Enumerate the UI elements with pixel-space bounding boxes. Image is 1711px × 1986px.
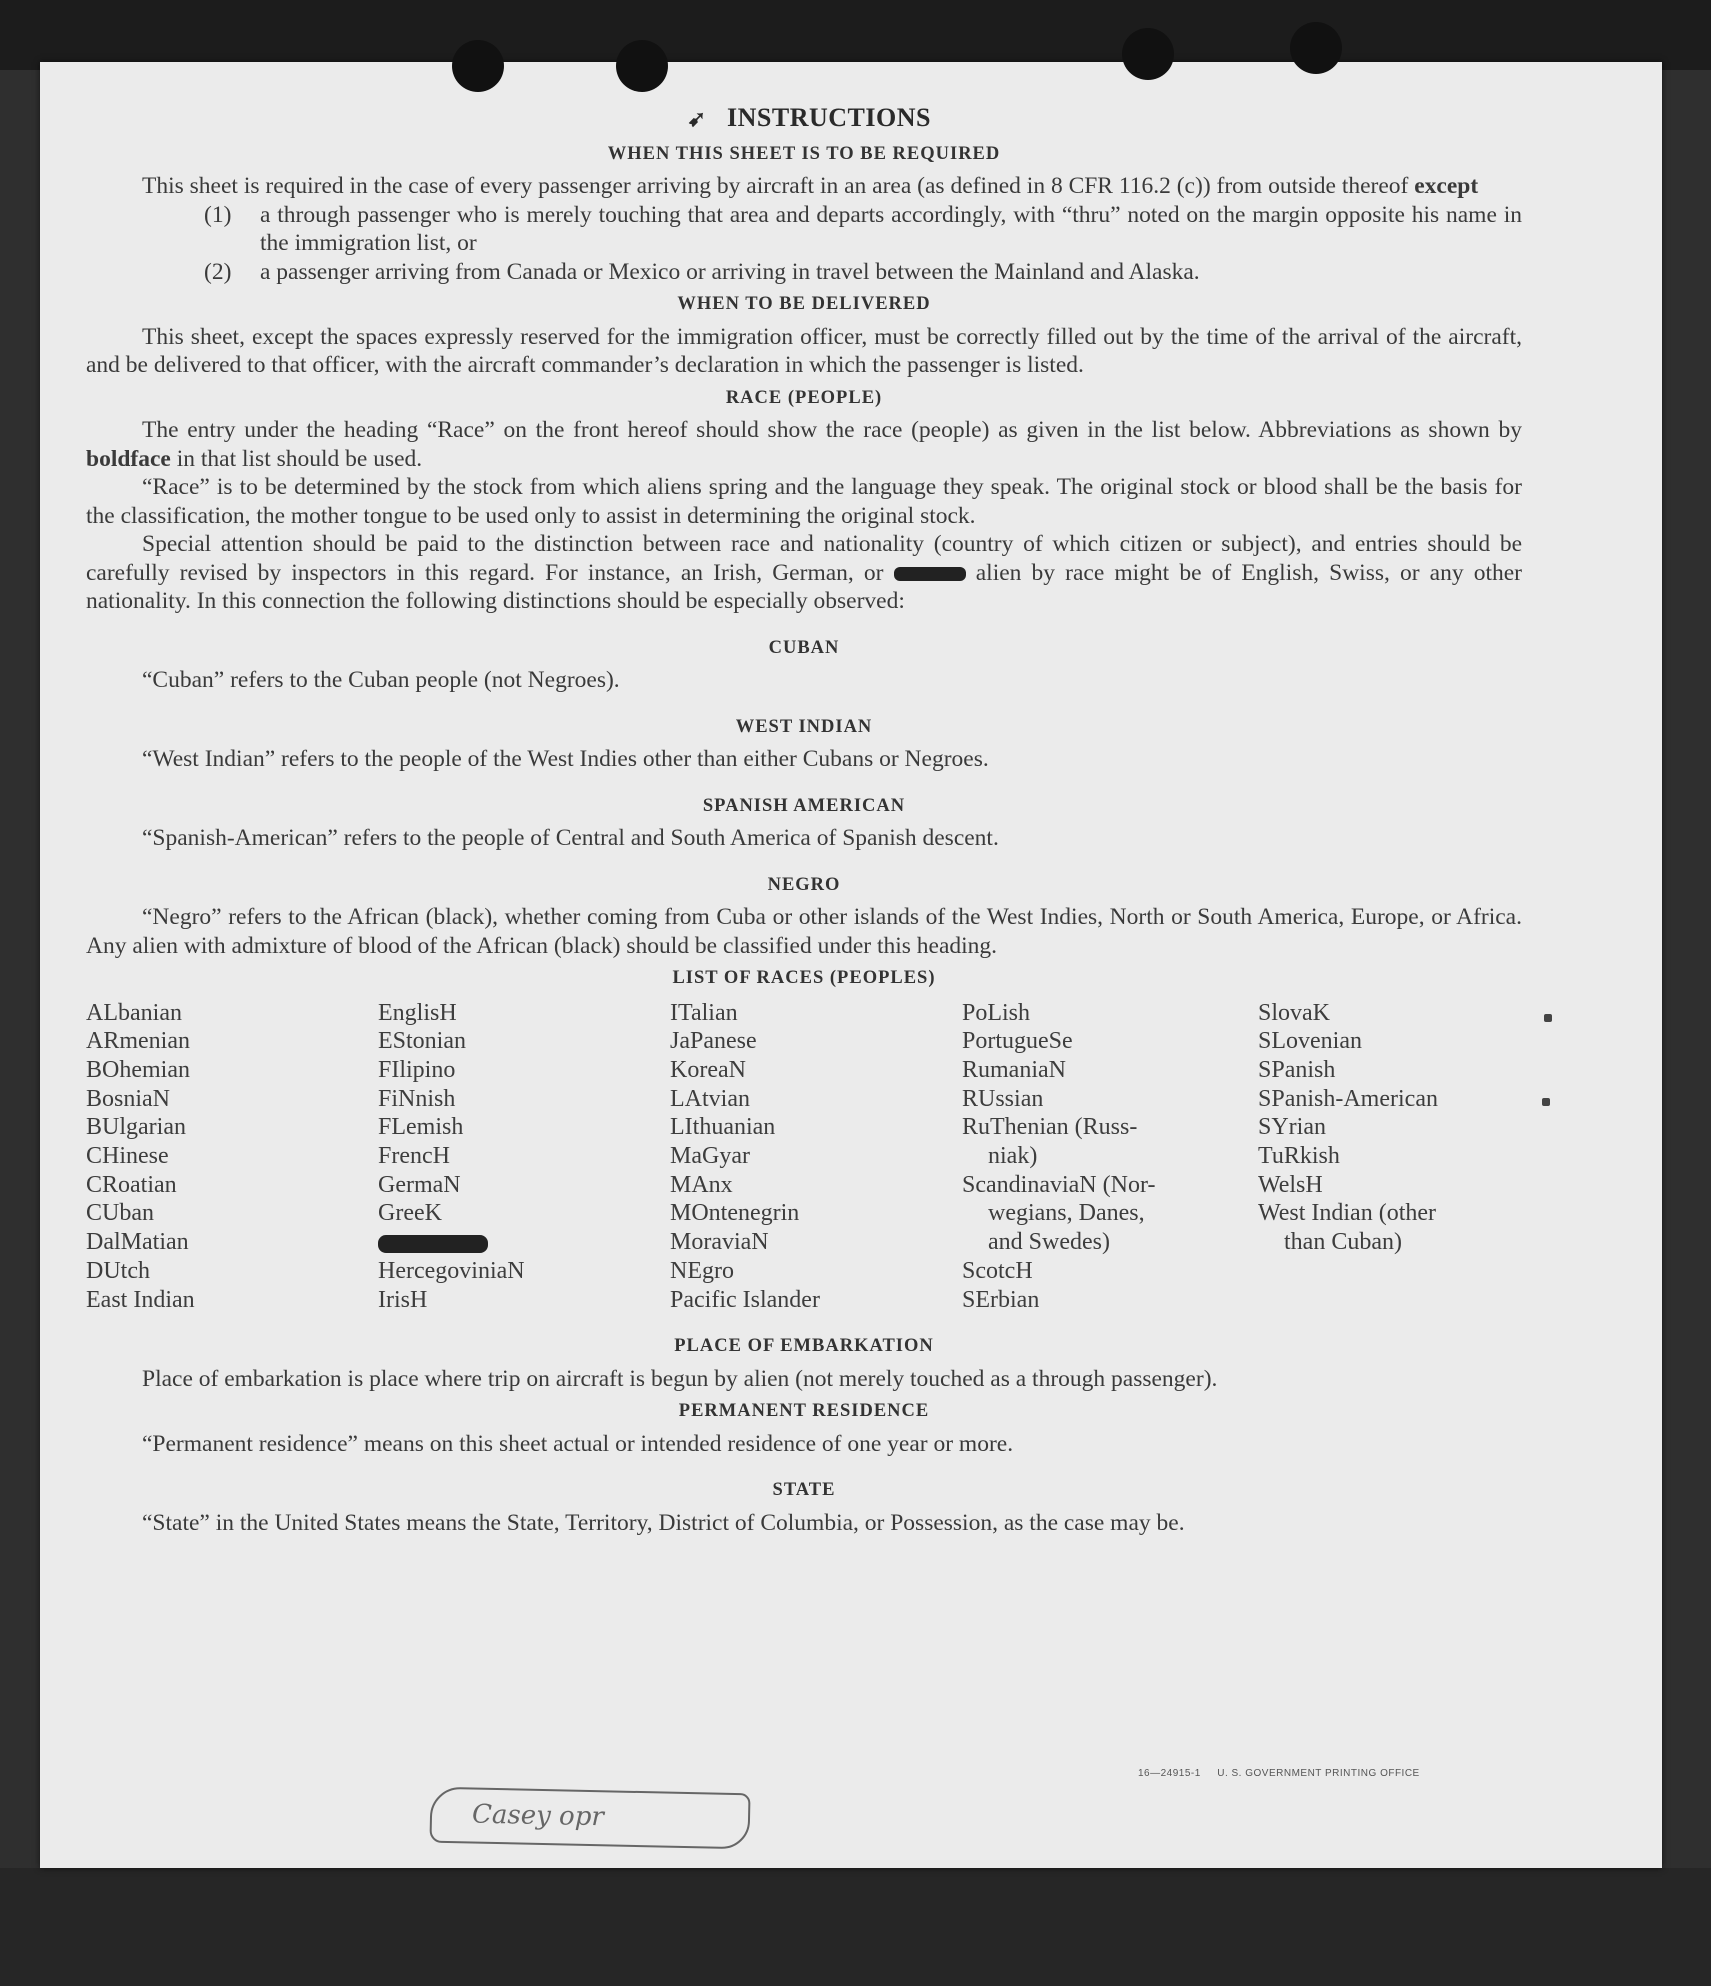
- race-entry: IrisH: [378, 1286, 428, 1313]
- redaction-mark: [894, 567, 966, 581]
- form-code: 16—24915-1: [1138, 1768, 1201, 1779]
- race-entry: HercegoviniaN: [378, 1257, 525, 1284]
- punch-hole: [1290, 22, 1342, 74]
- race-entry: DUtch: [86, 1257, 150, 1284]
- races-column-4: [962, 999, 1258, 1315]
- race-p1-text-end: in that list should be used.: [176, 445, 423, 472]
- race-entry: MOntenegrin: [670, 1200, 800, 1227]
- scan-bottom-border: [0, 1868, 1711, 1986]
- section-heading-race: RACE (PEOPLE): [725, 387, 883, 408]
- list-item-number: (2): [204, 258, 232, 285]
- race-entry: CUban: [86, 1200, 154, 1227]
- race-entry: EnglisH: [378, 999, 457, 1026]
- race-entry: RuThenian (Russ-: [962, 1114, 1138, 1141]
- race-p1-bold: boldface: [86, 445, 171, 472]
- section-heading-negro: NEGRO: [767, 874, 841, 895]
- race-entry: WelsH: [1258, 1171, 1323, 1198]
- race-entry: ScandinaviaN (Nor-: [962, 1171, 1156, 1198]
- race-entry: FLemish: [378, 1114, 464, 1141]
- race-p3-text-end: alien by race might be of English, Swiss, or any other nationality. In this connection the following distinctions should be especially observed:: [86, 559, 1523, 614]
- race-entry: JaPanese: [670, 1028, 757, 1055]
- race-entry: RumaniaN: [962, 1056, 1066, 1083]
- list-item: [86, 258, 1522, 287]
- race-entry: SYrian: [1258, 1114, 1326, 1141]
- race-entry: PoLish: [962, 999, 1031, 1026]
- section-heading-when-required: WHEN THIS SHEET IS TO BE REQUIRED: [607, 143, 1001, 164]
- list-item-text: a through passenger who is merely touching that area and departs accordingly, with “thru” noted on the margin opposite his name in the immigration list, or: [260, 201, 1522, 256]
- race-entry: SErbian: [962, 1286, 1040, 1313]
- race-entry: GreeK: [378, 1200, 442, 1227]
- race-entry: SLovenian: [1258, 1028, 1362, 1055]
- race-entry: SlovaK: [1258, 999, 1330, 1026]
- list-item: [86, 201, 1522, 258]
- race-entry: RUssian: [962, 1085, 1044, 1112]
- races-column-2: [378, 999, 670, 1315]
- race-paragraph-1: [86, 416, 1522, 473]
- instructions-content: [86, 104, 1522, 1537]
- races-column-1: [86, 999, 378, 1315]
- list-item-number: (1): [204, 201, 232, 228]
- state-text: “State” in the United States means the State, Territory, District of Columbia, or Possession, as the case may be.: [142, 1509, 1185, 1536]
- section-heading-when-delivered: WHEN TO BE DELIVERED: [677, 294, 931, 314]
- when-delivered-text: This sheet, except the spaces expressly reserved for the immigration officer, must be correctly filled out by the time of the arrival of the aircraft, and be delivered to that officer, with the aircraft commander’s declaration in which the passenger is listed.: [86, 323, 1522, 378]
- race-entry: PortugueSe: [962, 1028, 1073, 1055]
- race-paragraph-2: “Race” is to be determined by the stock from which aliens spring and the language they speak. The original stock or blood shall be the basis for the classification, the mother tongue to be used only to assist in determining the original stock.: [86, 474, 1522, 529]
- scan-speck: [1544, 1014, 1552, 1022]
- list-item-text: a passenger arriving from Canada or Mexico or arriving in travel between the Mainland and Alaska.: [260, 258, 1200, 285]
- race-entry: EStonian: [378, 1028, 466, 1055]
- race-entry: CHinese: [86, 1143, 169, 1170]
- scan-speck: [1542, 1098, 1550, 1106]
- section-heading-list-of-races: LIST OF RACES (PEOPLES): [672, 968, 936, 988]
- race-p1-text: The entry under the heading “Race” on the front hereof should show the race (people) as given in the list below. Abbreviations as shown by: [142, 417, 1522, 443]
- race-entry: FiNnish: [378, 1085, 456, 1112]
- intro-bold-text: except: [1414, 173, 1479, 199]
- race-entry: BUlgarian: [86, 1114, 186, 1141]
- races-column-5: [1258, 999, 1522, 1315]
- printer-name: U. S. GOVERNMENT PRINTING OFFICE: [1217, 1768, 1420, 1779]
- race-entry-continued: than Cuban): [1284, 1229, 1402, 1256]
- race-entry: FrencH: [378, 1143, 450, 1170]
- section-heading-residence: PERMANENT RESIDENCE: [678, 1401, 930, 1422]
- section-heading-west-indian: WEST INDIAN: [735, 716, 873, 737]
- race-entry: DalMatian: [86, 1229, 189, 1256]
- race-entry: MoraviaN: [670, 1229, 769, 1256]
- section-heading-embarkation: PLACE OF EMBARKATION: [674, 1336, 934, 1357]
- race-entry: CRoatian: [86, 1171, 177, 1198]
- race-entry: ScotcH: [962, 1257, 1033, 1284]
- race-entry: ALbanian: [86, 999, 182, 1026]
- punch-hole: [616, 40, 668, 92]
- west-indian-text: “West Indian” refers to the people of the West Indies other than either Cubans or Negroes.: [142, 746, 989, 772]
- race-entry: ARmenian: [86, 1028, 190, 1055]
- race-entry: BOhemian: [86, 1056, 190, 1083]
- cuban-text: “Cuban” refers to the Cuban people (not Negroes).: [142, 667, 620, 693]
- intro-text: This sheet is required in the case of every passenger arriving by aircraft in an area (as defined in 8 CFR 116.2 (c)) from outside thereof: [142, 173, 1409, 199]
- punch-hole: [1122, 28, 1174, 80]
- races-column-3: [670, 999, 962, 1315]
- race-entry: SPanish-American: [1258, 1085, 1438, 1112]
- race-entry: TuRkish: [1258, 1143, 1340, 1170]
- scan-top-border: [0, 0, 1711, 70]
- handwritten-note: Casey opr: [429, 1787, 750, 1850]
- printer-imprint: [1138, 1768, 1420, 1779]
- section-heading-spanish-american: SPANISH AMERICAN: [702, 795, 906, 816]
- pen-mark-icon: ➹: [687, 106, 707, 131]
- race-p3-text: Special attention should be paid to the distinction between race and nationality (country of which citizen or subject), and entries should be carefully revised by inspectors in this regard. For instance, an Irish, German, or: [86, 531, 1522, 586]
- title-text: INSTRUCTIONS: [727, 103, 931, 132]
- spanish-american-text: “Spanish-American” refers to the people of Central and South America of Spanish descent.: [142, 825, 999, 851]
- race-entry-continued: and Swedes): [988, 1229, 1110, 1256]
- race-entry: LIthuanian: [670, 1114, 776, 1141]
- race-entry: MAnx: [670, 1171, 733, 1198]
- section-heading-state: STATE: [772, 1480, 836, 1501]
- redaction-mark: [378, 1235, 488, 1253]
- race-entry: ITalian: [670, 999, 738, 1026]
- embarkation-text: Place of embarkation is place where trip on aircraft is begun by alien (not merely touched as a through passenger).: [142, 1365, 1218, 1392]
- race-entry: SPanish: [1258, 1056, 1336, 1083]
- section-heading-cuban: CUBAN: [768, 637, 840, 658]
- race-entry: GermaN: [378, 1171, 461, 1198]
- race-entry: BosniaN: [86, 1085, 170, 1112]
- race-paragraph-3: [86, 530, 1522, 616]
- page-title: [86, 104, 1522, 134]
- race-entry-continued: wegians, Danes,: [988, 1200, 1145, 1227]
- race-entry: West Indian (other: [1258, 1200, 1437, 1227]
- race-entry-redacted: [378, 1228, 670, 1257]
- race-entry: LAtvian: [670, 1085, 750, 1112]
- races-list: [86, 999, 1522, 1315]
- race-entry: East Indian: [86, 1286, 195, 1313]
- residence-text: “Permanent residence” means on this sheet actual or intended residence of one year or more.: [142, 1430, 1014, 1457]
- race-entry: FIlipino: [378, 1056, 456, 1083]
- race-entry: KoreaN: [670, 1056, 746, 1083]
- race-entry-continued: niak): [988, 1143, 1038, 1170]
- race-entry: NEgro: [670, 1257, 734, 1284]
- when-required-intro: [86, 172, 1522, 201]
- race-entry: Pacific Islander: [670, 1286, 820, 1313]
- negro-text: “Negro” refers to the African (black), whether coming from Cuba or other islands of the West Indies, North or South America, Europe, or Africa. Any alien with admixture of blood of the African (black) should be classified under this heading.: [86, 904, 1522, 959]
- race-entry: MaGyar: [670, 1143, 750, 1170]
- punch-hole: [452, 40, 504, 92]
